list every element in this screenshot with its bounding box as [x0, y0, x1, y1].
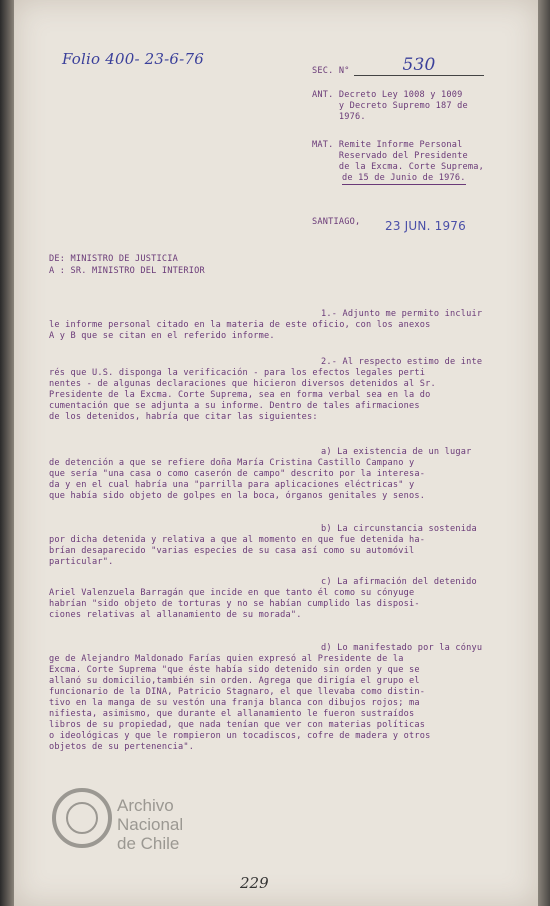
paragraph-first-line: 2.- Al respecto estimo de inte	[321, 357, 483, 367]
archive-logo-line: Nacional	[117, 815, 184, 834]
paragraph-line: le informe personal citado en la materia de este oficio, con los anexos	[49, 320, 431, 330]
paragraph-first-line: 1.- Adjunto me permito incluir	[321, 309, 483, 319]
paragraph-line: brían desaparecido "varias especies de su casa así como su automóvil	[49, 546, 415, 556]
place: SANTIAGO,	[312, 217, 361, 227]
paragraph-line: nifiesta, asimismo, que durante el allanamiento le fueron sustraídos	[49, 709, 415, 719]
paragraph-line: ciones relativas al allanamiento de su morada".	[49, 610, 302, 620]
paragraph-line: o ideológicas y que le rompieron un tocadiscos, cofre de madera y otros	[49, 731, 431, 741]
paragraph-line: Excma. Corte Suprema "que éste había sido detenido sin orden y que se	[49, 665, 420, 675]
archive-logo-line: de Chile	[117, 834, 180, 853]
mat-date: de 15 de Junio de 1976.	[342, 173, 466, 183]
paragraph-line: Ariel Valenzuela Barragán que incide en que tanto él como su cónyuge	[49, 588, 415, 598]
ant-line: y Decreto Supremo 187 de	[312, 101, 468, 111]
archive-seal-inner-ring	[66, 802, 98, 834]
sender-line: DE: MINISTRO DE JUSTICIA	[49, 254, 178, 264]
paragraph-line: A y B que se citan en el referido informe.	[49, 331, 275, 341]
paragraph-line: nentes - de algunas declaraciones que hicieron diversos detenidos al Sr.	[49, 379, 436, 389]
paragraph-line: particular".	[49, 557, 114, 567]
handwritten-folio: Folio 400- 23-6-76	[62, 50, 204, 68]
mat-line: de la Excma. Corte Suprema,	[312, 162, 484, 172]
paragraph-line: que había sido objeto de golpes en la boca, órganos genitales y senos.	[49, 491, 426, 501]
paragraph-c	[49, 577, 524, 621]
paragraph-d	[49, 643, 524, 753]
paragraph-line: ge de Alejandro Maldonado Farías quien expresó al Presidente de la	[49, 654, 404, 664]
mat-line: MAT. Remite Informe Personal	[312, 140, 463, 150]
ant-line: 1976.	[312, 112, 366, 122]
ant-line: ANT. Decreto Ley 1008 y 1009	[312, 90, 463, 100]
paragraph-line: por dicha detenida y relativa a que al momento en que fue detenida ha-	[49, 535, 426, 545]
paragraph-first-line: d) Lo manifestado por la cónyu	[321, 643, 483, 653]
paragraph-line: rés que U.S. disponga la verificación - para los efectos legales perti	[49, 368, 426, 378]
paragraph-line: objetos de su pertenencia".	[49, 742, 195, 752]
paragraph-line: que sería "una casa o como caserón de campo" descrito por la interesa-	[49, 469, 426, 479]
paragraph-line: Presidente de la Excma. Corte Suprema, sea en forma verbal sea en la do	[49, 390, 431, 400]
paragraph-line: tivo en la manga de su vestón una franja blanca con dibujos rojos; ma	[49, 698, 420, 708]
paragraph-first-line: b) La circunstancia sostenida	[321, 524, 477, 534]
paragraph-1	[49, 309, 524, 342]
paragraph-line: de detención a que se refiere doña María Cristina Castillo Campano y	[49, 458, 415, 468]
archive-seal-icon	[52, 788, 112, 848]
paragraph-2	[49, 357, 524, 423]
paragraph-line: da y en el cual habría una "parrilla para aplicaciones eléctricas" y	[49, 480, 415, 490]
page-shadow-right	[538, 0, 550, 906]
paragraph-line: de los detenidos, habría que citar las siguientes:	[49, 412, 318, 422]
paragraph-line: funcionario de la DINA, Patricio Stagnaro, el que llevaba como distin-	[49, 687, 426, 697]
page-number: 229	[240, 874, 269, 892]
sec-label: SEC. N°	[312, 66, 350, 76]
paragraph-first-line: c) La afirmación del detenido	[321, 577, 477, 587]
paragraph-line: habrían "sido objeto de torturas y no se habían cumplido las disposi-	[49, 599, 420, 609]
paragraph-a	[49, 447, 524, 502]
paragraph-line: cumentación que se adjunta a su informe. Dentro de tales afirmaciones	[49, 401, 420, 411]
paragraph-first-line: a) La existencia de un lugar	[321, 447, 472, 457]
paragraph-line: allanó su domicilio,también sin orden. Agrega que dirigía el grupo el	[49, 676, 420, 686]
mat-line: Reservado del Presidente	[312, 151, 468, 161]
sec-number: 530	[354, 55, 484, 76]
page-shadow-left	[0, 0, 14, 906]
paragraph-b	[49, 524, 524, 568]
paragraph-line: libros de su propiedad, que nada tenían que ver con materias políticas	[49, 720, 426, 730]
date-stamp: 23 JUN. 1976	[385, 219, 466, 233]
recipient-line: A : SR. MINISTRO DEL INTERIOR	[49, 266, 205, 276]
archive-logo-line: Archivo	[117, 796, 174, 815]
document-page	[14, 0, 538, 906]
